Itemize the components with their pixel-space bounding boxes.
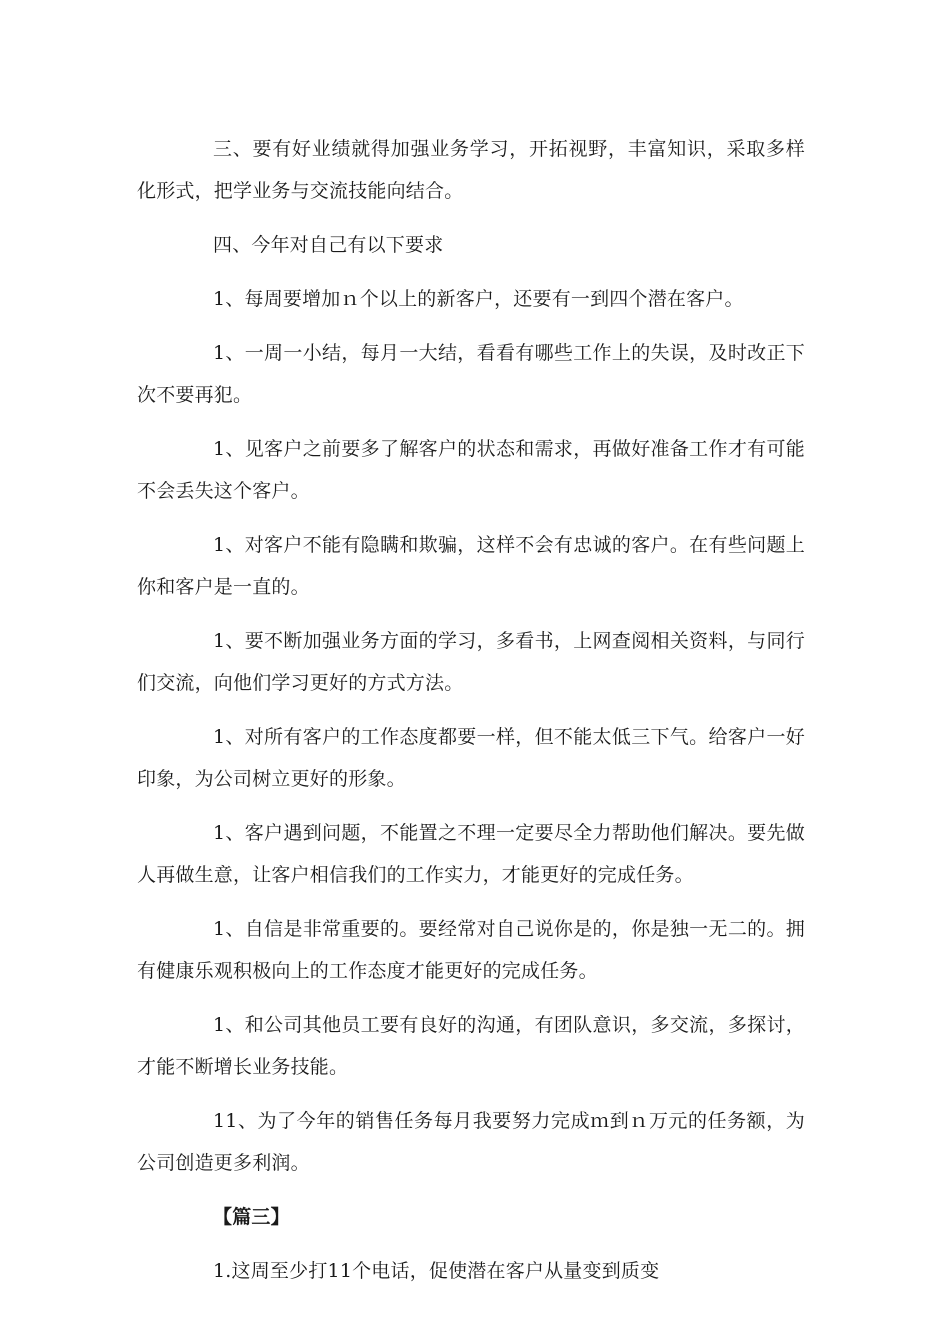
paragraph-item: 1、自信是非常重要的。要经常对自己说你是的，你是独一无二的。拥有健康乐观积极向上的工作态度才能更好的完成任务。 [137,918,805,982]
paragraph-item: 1、对所有客户的工作态度都要一样，但不能太低三下气。给客户一好印象，为公司树立更好的形象。 [137,726,805,790]
section-heading: 【篇三】 [213,1206,290,1228]
paragraph-item: 1、和公司其他员工要有良好的沟通，有团队意识，多交流，多探讨，才能不断增长业务技能。 [137,1014,805,1078]
paragraph-item: 1、要不断加强业务方面的学习，多看书，上网查阅相关资料，与同行们交流，向他们学习更好的方式方法。 [137,630,805,694]
paragraph-item: 1、每周要增加ｎ个以上的新客户，还要有一到四个潜在客户。 [213,288,744,310]
document-body [137,128,805,1304]
paragraph-section-three: 三、要有好业绩就得加强业务学习，开拓视野，丰富知识，采取多样化形式，把学业务与交流技能向结合。 [137,138,805,202]
paragraph-item: 1、客户遇到问题，不能置之不理一定要尽全力帮助他们解决。要先做人再做生意，让客户相信我们的工作实力，才能更好的完成任务。 [137,822,805,886]
paragraph-item: 11、为了今年的销售任务每月我要努力完成ｍ到ｎ万元的任务额，为公司创造更多利润。 [137,1110,805,1174]
paragraph-item: 1、对客户不能有隐瞒和欺骗，这样不会有忠诚的客户。在有些问题上你和客户是一直的。 [137,534,805,598]
paragraph-item: 1、一周一小结，每月一大结，看看有哪些工作上的失误，及时改正下次不要再犯。 [137,342,805,406]
paragraph-section-four: 四、今年对自己有以下要求 [213,234,444,256]
paragraph-last-item: 1.这周至少打11个电话，促使潜在客户从量变到质变 [213,1260,660,1282]
paragraph-item: 1、见客户之前要多了解客户的状态和需求，再做好准备工作才有可能不会丢失这个客户。 [137,438,805,502]
